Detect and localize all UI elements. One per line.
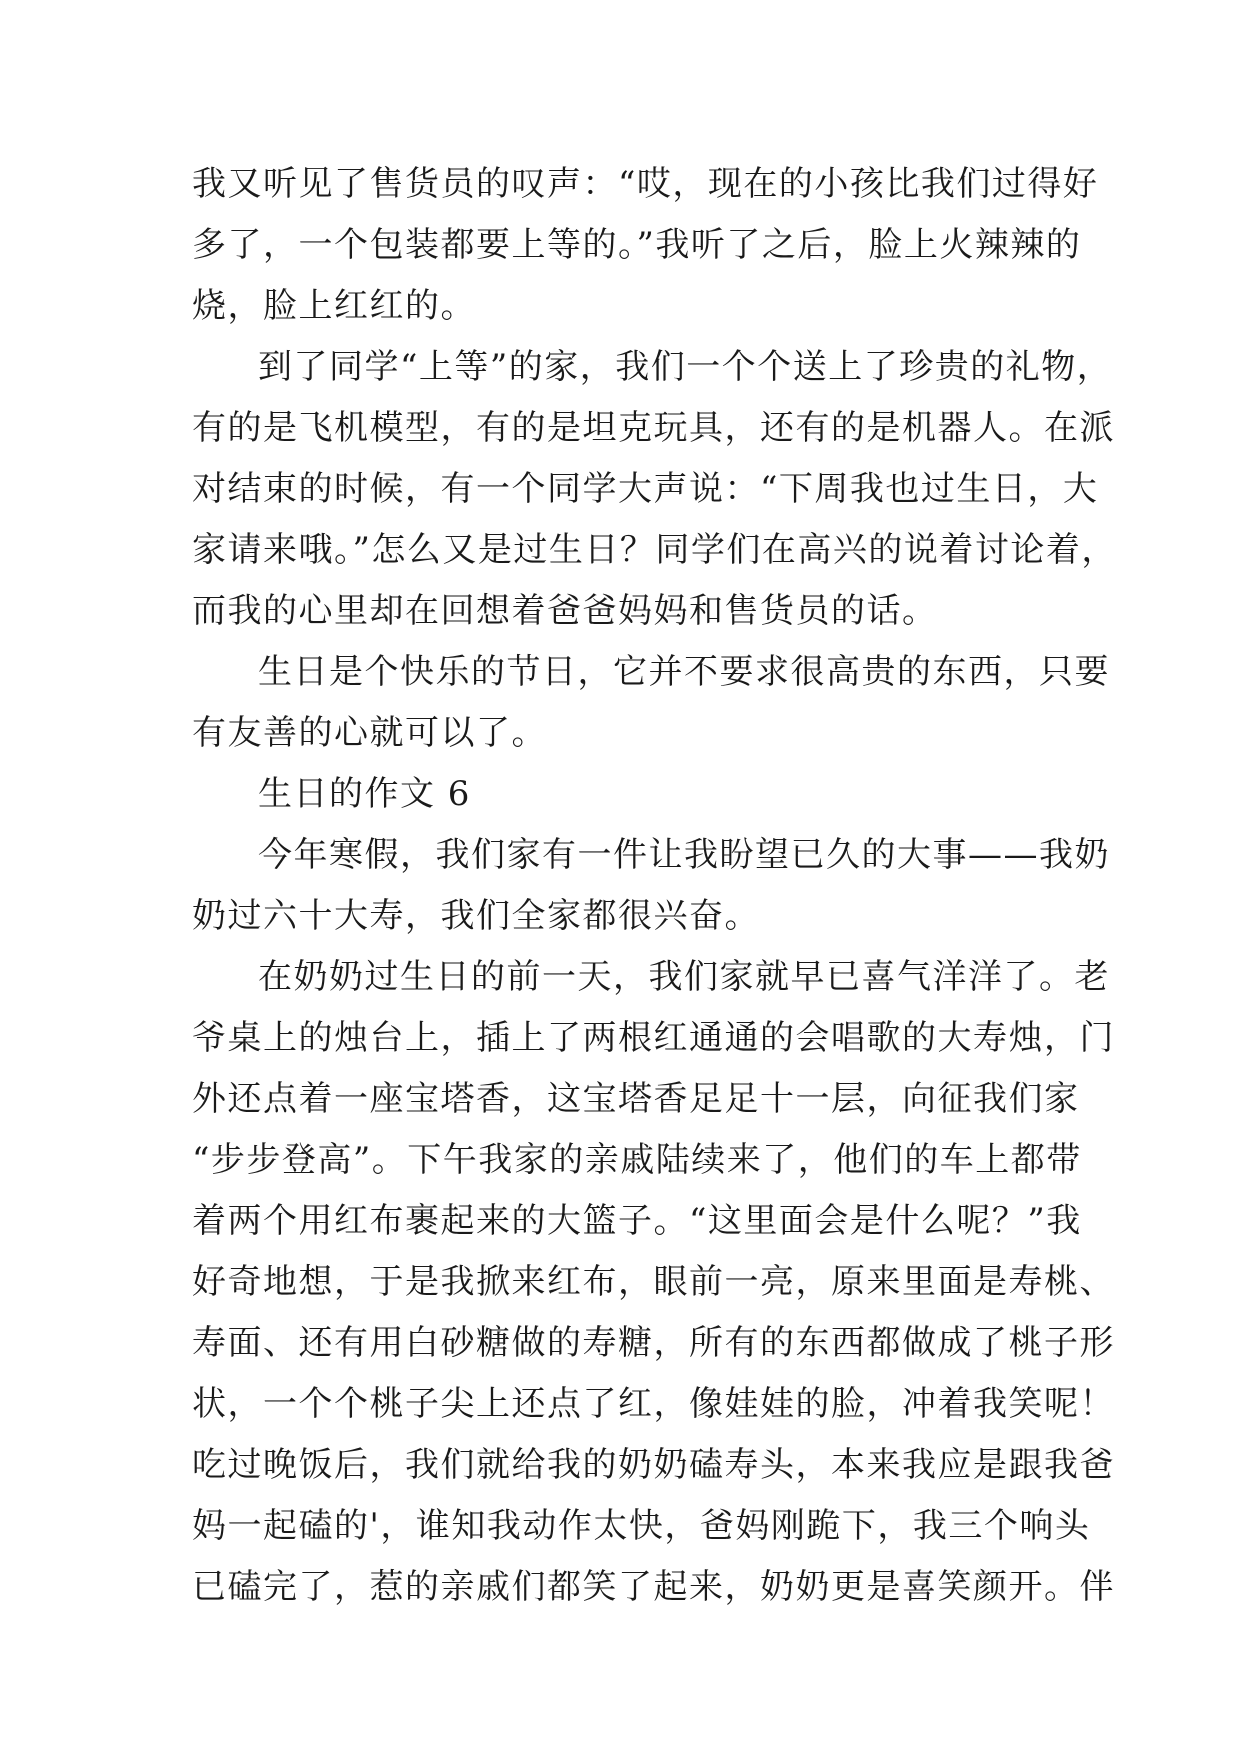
text-line: 着两个用红布裹起来的大篮子。“这里面会是什么呢？”我 — [192, 1201, 1082, 1241]
text-line: 家请来哦。”怎么又是过生日？同学们在高兴的说着讨论着， — [192, 530, 1117, 570]
text-line: 状，一个个桃子尖上还点了红，像娃娃的脸，冲着我笑呢！ — [192, 1384, 1115, 1424]
text-line: 寿面、还有用白砂糖做的寿糖，所有的东西都做成了桃子形 — [192, 1323, 1115, 1363]
text-line: 外还点着一座宝塔香，这宝塔香足足十一层，向征我们家 — [192, 1079, 1080, 1119]
text-line: 多了，一个包装都要上等的。”我听了之后，脸上火辣辣的 — [192, 225, 1082, 265]
text-line: “步步登高”。下午我家的亲戚陆续来了，他们的车上都带 — [192, 1140, 1082, 1180]
text-line: 奶过六十大寿，我们全家都很兴奋。 — [192, 896, 760, 936]
text-line: 爷桌上的烛台上，插上了两根红通通的会唱歌的大寿烛，门 — [192, 1018, 1115, 1058]
text-line: 有的是飞机模型，有的是坦克玩具，还有的是机器人。在派 — [192, 408, 1115, 448]
text-line: 到了同学“上等”的家，我们一个个送上了珍贵的礼物， — [258, 347, 1113, 387]
text-line: 吃过晚饭后，我们就给我的奶奶磕寿头，本来我应是跟我爸 — [192, 1445, 1115, 1485]
text-line: 烧，脸上红红的。 — [192, 286, 476, 326]
section-heading: 生日的作文 6 — [258, 774, 471, 814]
text-line: 在奶奶过生日的前一天，我们家就早已喜气洋洋了。老 — [258, 957, 1110, 997]
text-line: 今年寒假，我们家有一件让我盼望已久的大事——我奶 — [258, 835, 1110, 875]
text-line: 已磕完了，惹的亲戚们都笑了起来，奶奶更是喜笑颜开。伴 — [192, 1567, 1115, 1607]
document-body — [192, 154, 1117, 1618]
text-line: 有友善的心就可以了。 — [192, 713, 547, 753]
text-line: 而我的心里却在回想着爸爸妈妈和售货员的话。 — [192, 591, 938, 631]
text-line: 好奇地想，于是我掀来红布，眼前一亮，原来里面是寿桃、 — [192, 1262, 1115, 1302]
text-line: 对结束的时候，有一个同学大声说：“下周我也过生日，大 — [192, 469, 1099, 509]
text-line: 我又听见了售货员的叹声：“哎，现在的小孩比我们过得好 — [192, 164, 1099, 204]
text-line: 生日是个快乐的节日，它并不要求很高贵的东西，只要 — [258, 652, 1110, 692]
text-line: 妈一起磕的'，谁知我动作太快，爸妈刚跪下，我三个响头 — [192, 1506, 1091, 1546]
